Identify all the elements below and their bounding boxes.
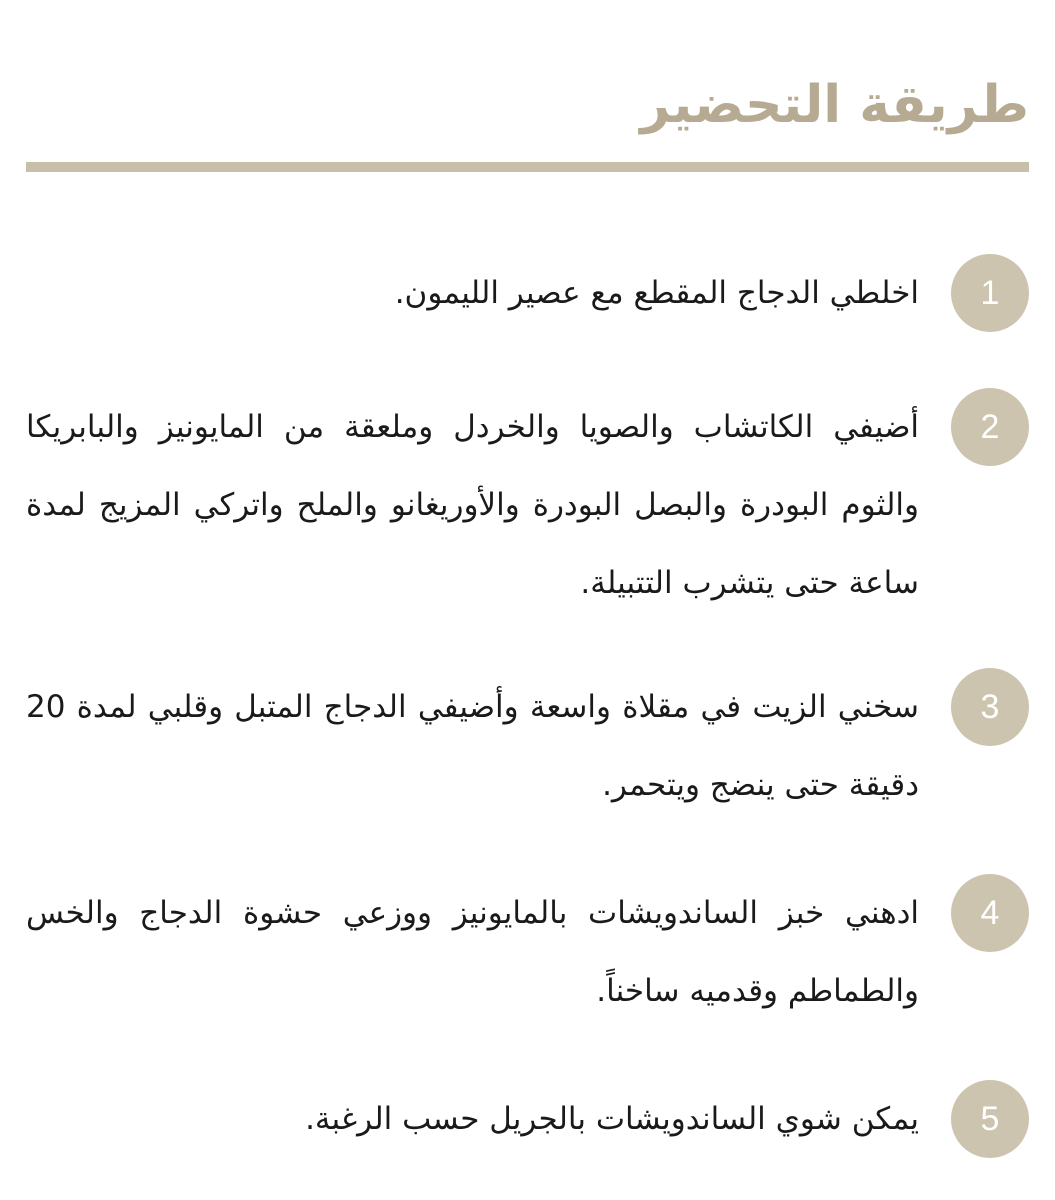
- step-5: [26, 1080, 1029, 1158]
- step-text: اخلطي الدجاج المقطع مع عصير الليمون.: [394, 275, 919, 311]
- step-2: [26, 388, 1029, 622]
- step-number-badge: 3: [951, 668, 1029, 746]
- step-text: أضيفي الكاتشاب والصويا والخردل وملعقة من المايونيز والبابريكا والثوم البودرة والبصل البودرة والأوريغانو والملح واتركي المزيج لمدة ساعة حتى يتشرب التتبيلة.: [26, 409, 919, 601]
- step-text: سخني الزيت في مقلاة واسعة وأضيفي الدجاج المتبل وقلبي لمدة 20 دقيقة حتى ينضج ويتحمر.: [26, 689, 919, 803]
- step-number-badge: 5: [951, 1080, 1029, 1158]
- step-text: يمكن شوي الساندويشات بالجريل حسب الرغبة.: [305, 1101, 919, 1137]
- step-4: [26, 874, 1029, 1030]
- step-text: ادهني خبز الساندويشات بالمايونيز ووزعي حشوة الدجاج والخس والطماطم وقدميه ساخناً.: [26, 895, 919, 1009]
- step-number-badge: 4: [951, 874, 1029, 952]
- step-1: [26, 254, 1029, 332]
- page-title: طريقة التحضير: [640, 75, 1029, 135]
- step-number-badge: 1: [951, 254, 1029, 332]
- title-divider: [26, 162, 1029, 172]
- step-number-badge: 2: [951, 388, 1029, 466]
- step-3: [26, 668, 1029, 824]
